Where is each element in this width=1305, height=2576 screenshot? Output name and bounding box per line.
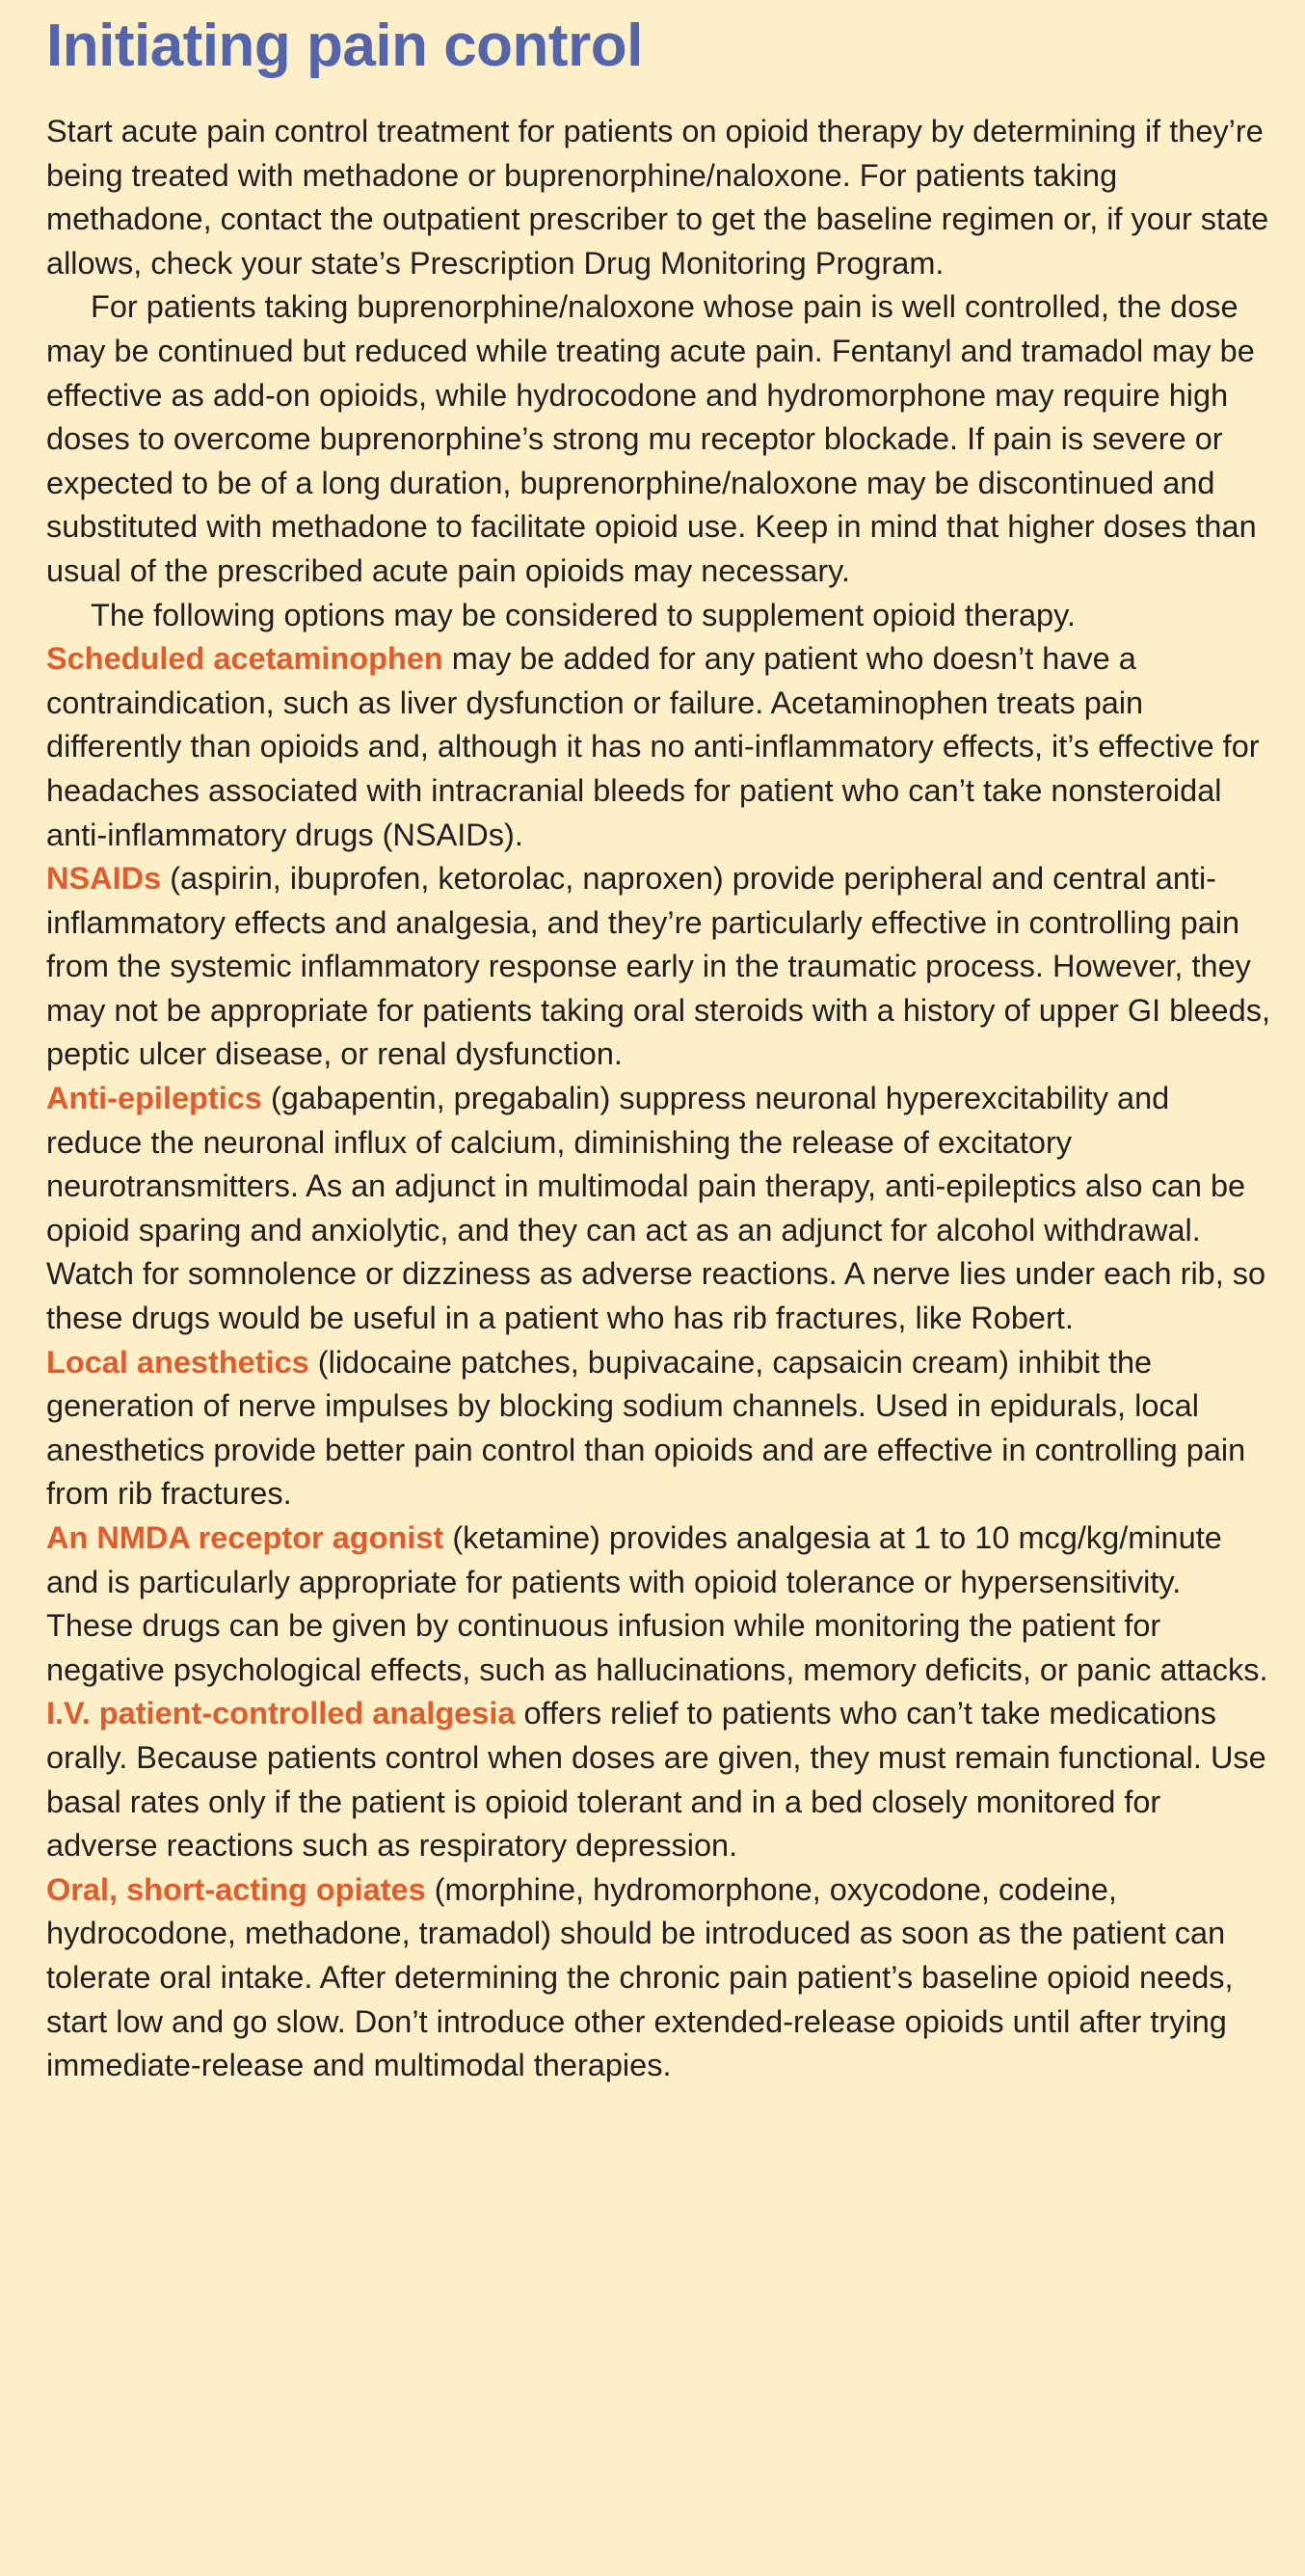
option-nsaids <box>46 857 1270 1077</box>
option-term: An NMDA receptor agonist <box>46 1520 444 1555</box>
intro-paragraph: For patients taking buprenorphine/naloxone whose pain is well controlled, the dose may be continued but reduced while treating acute pain. Fentanyl and tramadol may be effective as add-on opioids, while hydrocodone and hydromorphone may require high doses to overcome buprenorphine’s strong mu receptor blockade. If pain is severe or expected to be of a long duration, buprenorphine/naloxone may be discontinued and substituted with methadone to facilitate opioid use. Keep in mind that higher doses than usual of the prescribed acute pain opioids may necessary. <box>46 289 1257 588</box>
option-term: Oral, short-acting opiates <box>46 1871 426 1907</box>
intro-section <box>46 110 1270 637</box>
option-term: Scheduled acetaminophen <box>46 641 443 677</box>
option-description: (aspirin, ibuprofen, ketorolac, naproxen) provide peripheral and central anti-inflammatory effects and analgesia, and they’re particularly effective in controlling pain from the systemic inflammatory response early in the traumatic process. However, they may not be appropriate for patients taking oral steroids with a history of upper GI bleeds, peptic ulcer disease, or renal dysfunction. <box>46 861 1270 1072</box>
option-acetaminophen <box>46 637 1270 857</box>
option-description: may be added for any patient who doesn’t have a contraindication, such as liver dysfunction or failure. Acetaminophen treats pain differently than opioids and, although it has no anti-inflammatory effects, it’s effective for headaches associated with intracranial bleeds for patient who can’t take nonsteroidal anti-inflammatory drugs (NSAIDs). <box>46 641 1260 852</box>
option-description: offers relief to patients who can’t take medications orally. Because patients control when doses are given, they must remain functional. Use basal rates only if the patient is opioid tolerant and in a bed closely monitored for adverse reactions such as respiratory depression. <box>46 1696 1266 1864</box>
page-title: Initiating pain control <box>46 13 643 79</box>
option-description: (ketamine) provides analgesia at 1 to 10 mcg/kg/minute and is particularly appropriate for patients with opioid tolerance or hypersensitivity. These drugs can be given by continuous infusion while monitoring the patient for negative psychological effects, such as hallucinations, memory deficits, or panic attacks. <box>46 1520 1268 1687</box>
intro-paragraph: Start acute pain control treatment for patients on opioid therapy by determining if they’re being treated with methadone or buprenorphine/naloxone. For patients taking methadone, contact the outpatient prescriber to get the baseline regimen or, if your state allows, check your state’s Prescription Drug Monitoring Program. <box>46 114 1269 281</box>
option-iv-pca <box>46 1692 1270 1867</box>
option-description: (gabapentin, pregabalin) suppress neuronal hyperexcitability and reduce the neuronal influx of calcium, diminishing the release of excitatory neurotransmitters. As an adjunct in multimodal pain therapy, anti-epileptics also can be opioid sparing and anxiolytic, and they can act as an adjunct for alcohol withdrawal. Watch for somnolence or dizziness as adverse reactions. A nerve lies under each rib, so these drugs would be useful in a patient who has rib fractures, like Robert. <box>46 1081 1266 1336</box>
option-local-anesthetics <box>46 1341 1270 1516</box>
options-list <box>46 637 1270 2088</box>
option-description: (morphine, hydromorphone, oxycodone, codeine, hydrocodone, methadone, tramadol) should be introduced as soon as the patient can tolerate oral intake. After determining the chronic pain patient’s baseline opioid needs, start low and go slow. Don’t introduce other extended-release opioids until after trying immediate-release and multimodal therapies. <box>46 1871 1234 2083</box>
option-term: Anti-epileptics <box>46 1081 262 1116</box>
option-oral-opiates <box>46 1868 1270 2088</box>
option-description: (lidocaine patches, bupivacaine, capsaicin cream) inhibit the generation of nerve impulses by blocking sodium channels. Used in epidurals, local anesthetics provide better pain control than opioids and are effective in controlling pain from rib fractures. <box>46 1344 1246 1512</box>
intro-paragraph: The following options may be considered to supplement opioid therapy. <box>91 597 1076 632</box>
option-term: NSAIDs <box>46 861 162 897</box>
option-term: Local anesthetics <box>46 1344 309 1380</box>
option-nmda-agonist <box>46 1516 1270 1692</box>
option-anti-epileptics <box>46 1077 1270 1341</box>
option-term: I.V. patient-controlled analgesia <box>46 1696 516 1731</box>
